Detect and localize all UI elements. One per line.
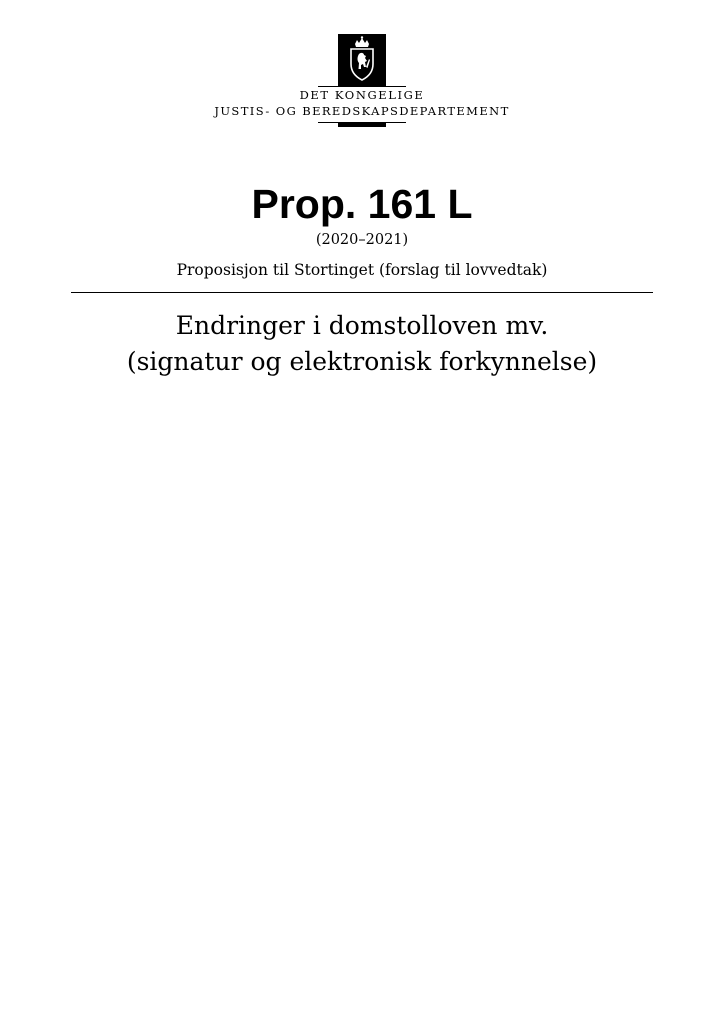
proposition-title: Prop. 161 L — [251, 181, 473, 227]
proposition-subtitle: Proposisjon til Stortinget (forslag til lovvedtak) — [176, 261, 548, 279]
header-rule-bar — [338, 122, 386, 127]
session-years: (2020–2021) — [315, 232, 409, 248]
coat-of-arms-icon — [338, 34, 386, 86]
department-name-line2: JUSTIS- OG BEREDSKAPSDEPARTEMENT — [214, 104, 510, 118]
department-name-line1: DET KONGELIGE — [299, 88, 425, 102]
document-heading-line2: (signatur og elektronisk forkynnelse) — [126, 347, 598, 376]
document-heading — [0, 308, 724, 380]
document-heading-line1: Endringer i domstolloven mv. — [175, 311, 549, 340]
header-rule-top — [318, 86, 406, 87]
title-divider — [71, 292, 653, 293]
lion-shield-icon — [338, 34, 386, 86]
